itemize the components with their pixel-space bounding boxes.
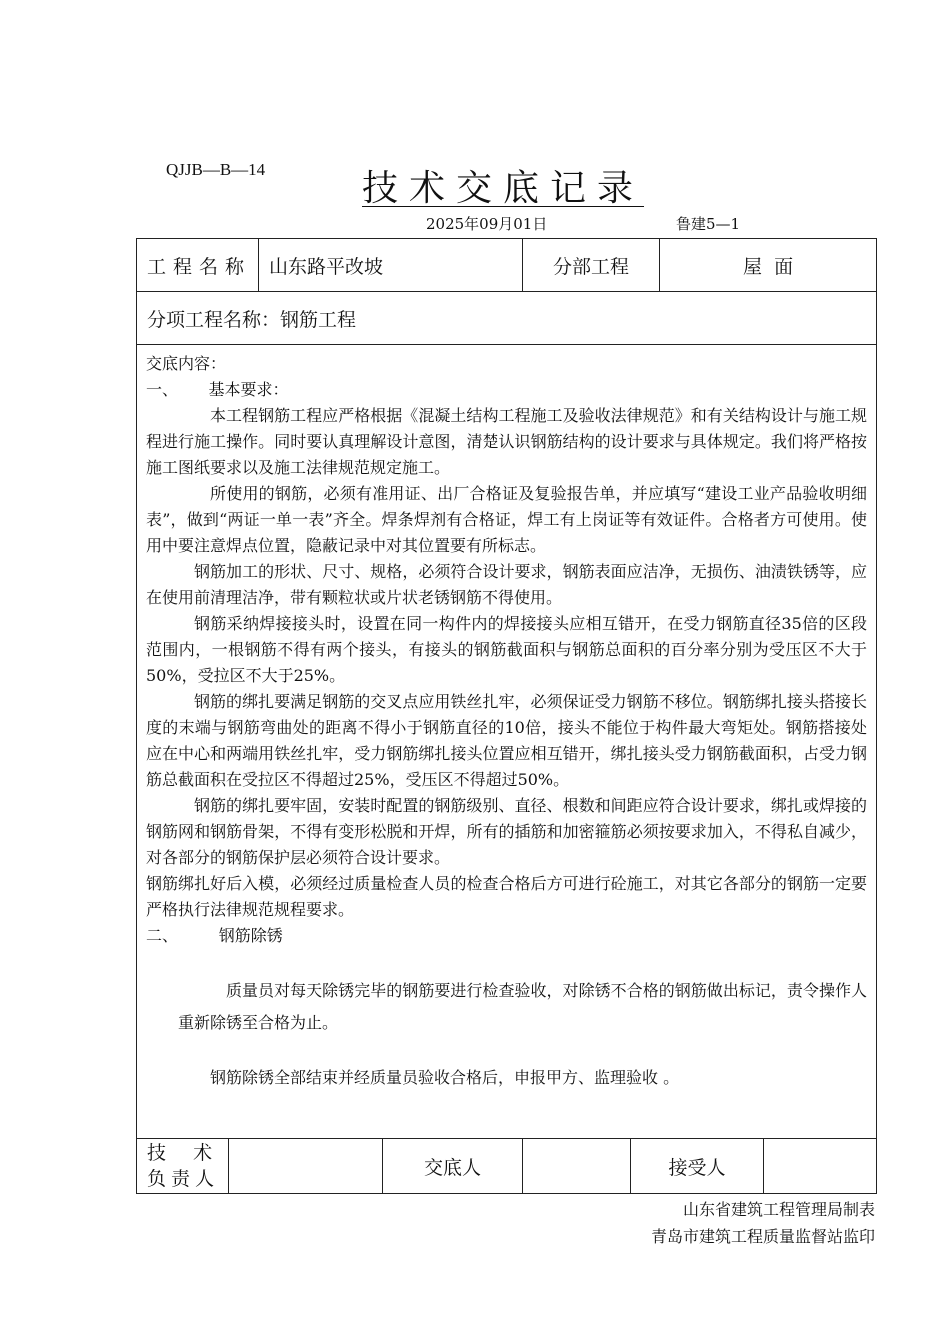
paragraph-2: 所使用的钢筋，必须有准用证、出厂合格证及复验报告单，并应填写“建设工业产品验收明细表”，做到“两证一单一表”齐全。焊条焊剂有合格证，焊工有上岗证等有效证件。合格者方可使用。使用中要注意焊点位置，隐蔽记录中对其位置要有所标志。	[146, 484, 868, 555]
paragraph-3: 钢筋加工的形状、尺寸、规格，必须符合设计要求，钢筋表面应洁净，无损伤、油渍铁锈等，应在使用前清理洁净，带有颗粒状或片状老锈钢筋不得使用。	[146, 562, 868, 607]
project-row	[137, 239, 877, 292]
subitem-name: 分项工程名称：钢筋工程	[137, 292, 877, 345]
paragraph-8: 质量员对每天除锈完毕的钢筋要进行检查验收，对除锈不合格的钢筋做出标记，责令操作人重新除锈至合格为止。	[178, 981, 868, 1032]
paragraph-5: 钢筋的绑扎要满足钢筋的交叉点应用铁丝扎牢，必须保证受力钢筋不移位。钢筋绑扎接头搭接长度的末端与钢筋弯曲处的距离不得小于钢筋直径的10倍，接头不能位于构件最大弯矩处。钢筋搭接处应在中心和两端用铁丝扎牢，受力钢筋绑扎接头位置应相互错开，绑扎接头受力钢筋截面积，占受力钢筋总截面积在受拉区不得超过25%，受压区不得超过50%。	[146, 692, 868, 789]
section-1-heading: 一、 基本要求：	[146, 380, 289, 399]
receiver-label: 接受人	[631, 1139, 764, 1194]
form-code: QJJB—B—14	[166, 160, 266, 179]
tech-lead-label-line2: 负责人	[147, 1168, 220, 1190]
division-label: 分部工程	[523, 239, 660, 292]
subitem-row	[137, 292, 877, 345]
tech-lead-value	[229, 1139, 383, 1194]
content-cell	[137, 345, 877, 1139]
presenter-label: 交底人	[383, 1139, 523, 1194]
paragraph-9: 钢筋除锈全部结束并经质量员验收合格后，申报甲方、监理验收 。	[210, 1068, 680, 1087]
receiver-value	[764, 1139, 877, 1194]
form-maker: 山东省建筑工程管理局制表	[682, 1200, 875, 1219]
presenter-value	[523, 1139, 631, 1194]
project-name-label: 工程名称	[137, 239, 259, 292]
tech-lead-label-line1: 技 术	[147, 1142, 218, 1164]
content-label: 交底内容：	[146, 354, 227, 373]
section-2-heading: 二、 钢筋除锈	[146, 926, 283, 945]
paragraph-7: 钢筋绑扎好后入模，必须经过质量检查人员的检查合格后方可进行砼施工，对其它各部分的钢筋一定要严格执行法律规范规程要求。	[146, 874, 868, 919]
tech-lead-label	[137, 1139, 229, 1194]
form-printer: 青岛市建筑工程质量监督站监印	[650, 1227, 875, 1246]
record-table	[136, 238, 877, 1194]
document-number: 鲁建5—1	[676, 215, 741, 233]
paragraph-6: 钢筋的绑扎要牢固，安装时配置的钢筋级别、直径、根数和间距应符合设计要求，绑扎或焊接的钢筋网和钢筋骨架，不得有变形松脱和开焊，所有的插筋和加密箍筋必须按要求加入，不得私自减少，对各部分的钢筋保护层必须符合设计要求。	[146, 796, 868, 867]
division-value: 屋 面	[660, 239, 877, 292]
paragraph-1: 本工程钢筋工程应严格根据《混凝土结构工程施工及验收法律规范》和有关结构设计与施工规程进行施工操作。同时要认真理解设计意图，清楚认识钢筋结构的设计要求与具体规定。我们将严格按施工图纸要求以及施工法律规范规定施工。	[146, 406, 868, 477]
paragraph-4: 钢筋采纳焊接接头时，设置在同一构件内的焊接接头应相互错开，在受力钢筋直径35倍的区段范围内，一根钢筋不得有两个接头，有接头的钢筋截面积与钢筋总面积的百分率分别为受压区不大于50%，受拉区不大于25%。	[146, 614, 868, 685]
project-name-value: 山东路平改坡	[259, 239, 523, 292]
document-date: 2025年09月01日	[426, 215, 548, 233]
signature-row	[137, 1139, 877, 1194]
content-row	[137, 345, 877, 1139]
document-title: 技术交底记录	[362, 168, 645, 209]
